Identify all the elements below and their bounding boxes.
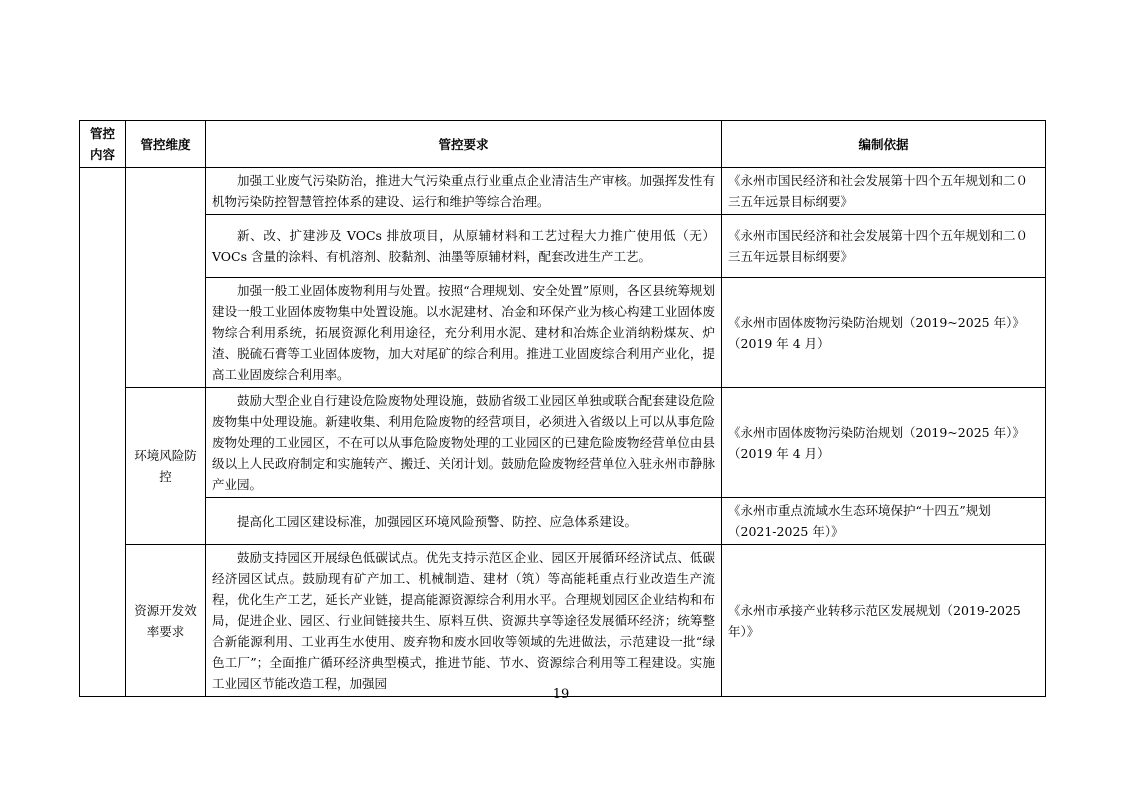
requirement-cell: 加强一般工业固体废物利用与处置。按照“合理规划、安全处置”原则，各区县统筹规划建设一般工业固体废物集中处置设施。以水泥建材、冶金和环保产业为核心构建工业固体废物综合利用系统，拓展资源化利用途径，充分利用水泥、建材和冶炼企业消纳粉煤灰、炉渣、脱硫石膏等工业固体废物，加大对尾矿的综合利用。推进工业固废综合利用产业化，提高工业固废综合利用率。 — [206, 278, 722, 388]
table-row — [80, 215, 1046, 278]
table-row — [80, 168, 1046, 215]
requirement-cell: 加强工业废气污染防治，推进大气污染重点行业重点企业清洁生产审核。加强挥发性有机物污染防控智慧管控体系的建设、运行和维护等综合治理。 — [206, 168, 722, 215]
basis-cell: 《永州市固体废物污染防治规划（2019~2025 年）》（2019 年 4 月） — [722, 388, 1046, 498]
table-row — [80, 278, 1046, 388]
requirement-cell: 提高化工园区建设标准，加强园区环境风险预警、防控、应急体系建设。 — [206, 498, 722, 545]
control-requirements-table — [79, 120, 1046, 697]
requirement-cell: 鼓励大型企业自行建设危险废物处理设施，鼓励省级工业园区单独或联合配套建设危险废物集中处理设施。新建收集、利用危险废物的经营项目，必须进入省级以上可以从事危险废物处理的工业园区，不在可以从事危险废物处理的工业园区的已建危险废物经营单位由县级以上人民政府制定和实施转产、搬迁、关闭计划。鼓励危险废物经营单位入驻永州市静脉产业园。 — [206, 388, 722, 498]
dimension-cell-continued — [126, 168, 206, 388]
header-control-dimension: 管控维度 — [126, 121, 206, 168]
basis-cell: 《永州市国民经济和社会发展第十四个五年规划和二０三五年远景目标纲要》 — [722, 168, 1046, 215]
header-control-requirement: 管控要求 — [206, 121, 722, 168]
basis-cell: 《永州市固体废物污染防治规划（2019~2025 年）》（2019 年 4 月） — [722, 278, 1046, 388]
table-header-row — [80, 121, 1046, 168]
basis-cell: 《永州市承接产业转移示范区发展规划（2019-2025 年）》 — [722, 545, 1046, 697]
dimension-cell: 资源开发效率要求 — [126, 545, 206, 697]
dimension-cell: 环境风险防控 — [126, 388, 206, 545]
header-basis: 编制依据 — [722, 121, 1046, 168]
requirement-cell: 鼓励支持园区开展绿色低碳试点。优先支持示范区企业、园区开展循环经济试点、低碳经济园区试点。鼓励现有矿产加工、机械制造、建材（筑）等高能耗重点行业改造生产流程，优化生产工艺，延长产业链，提高能源资源综合利用水平。合理规划园区企业结构和布局，促进企业、园区、行业间链接共生、原料互供、资源共享等途径发展循环经济；统筹整合新能源利用、工业再生水使用、废弃物和废水回收等领域的先进做法，示范建设一批“绿色工厂”；全面推广循环经济典型模式，推进节能、节水、资源综合利用等工程建设。实施工业园区节能改造工程，加强园 — [206, 545, 722, 697]
basis-cell: 《永州市国民经济和社会发展第十四个五年规划和二０三五年远景目标纲要》 — [722, 215, 1046, 278]
basis-cell: 《永州市重点流域水生态环境保护“十四五”规划（2021-2025 年）》 — [722, 498, 1046, 545]
header-control-content: 管控 内容 — [80, 121, 126, 168]
table-row — [80, 545, 1046, 697]
page-number: 19 — [552, 687, 570, 702]
requirement-cell: 新、改、扩建涉及 VOCs 排放项目，从原辅材料和工艺过程大力推广使用低（无）VOCs 含量的涂料、有机溶剂、胶黏剂、油墨等原辅材料，配套改进生产工艺。 — [206, 215, 722, 278]
table-row — [80, 498, 1046, 545]
table-row — [80, 388, 1046, 498]
control-content-cell — [80, 168, 126, 697]
